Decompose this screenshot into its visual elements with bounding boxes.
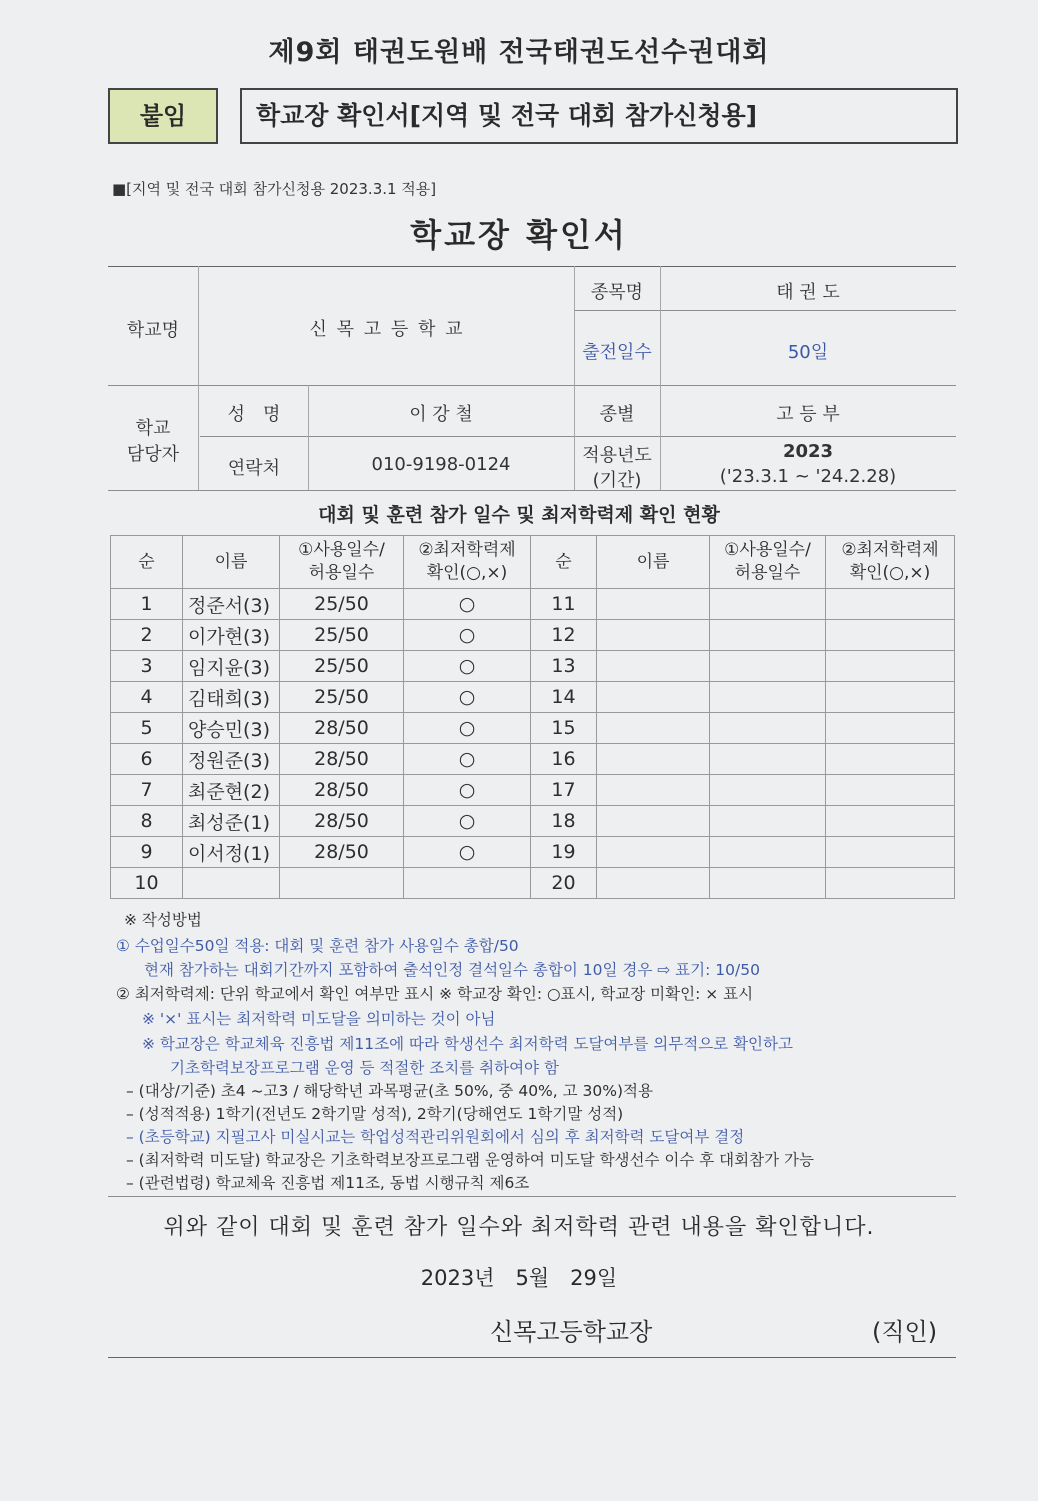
row-number: 6 xyxy=(111,744,183,775)
table-row xyxy=(531,868,955,899)
row-number: 15 xyxy=(531,713,597,744)
row-number: 14 xyxy=(531,682,597,713)
note-line: ① 수업일수50일 적용: 대회 및 훈련 참가 사용일수 총합/50 xyxy=(116,937,519,955)
confirm-date: 2023년 5월 29일 xyxy=(420,1266,618,1290)
sport-value: 태 권 도 xyxy=(776,282,840,303)
row-check: ○ xyxy=(404,620,531,651)
notes-heading: ※ 작성방법 xyxy=(124,911,202,929)
info-top-rule xyxy=(108,266,956,267)
row-check: ○ xyxy=(404,806,531,837)
row-check xyxy=(826,651,955,682)
division-value: 고 등 부 xyxy=(776,404,840,425)
row-name xyxy=(183,868,280,899)
year-label: 적용년도 xyxy=(582,445,652,466)
row-days: 28/50 xyxy=(280,744,404,775)
table-row xyxy=(111,589,531,620)
info-rule xyxy=(574,436,956,437)
row-name: 이서정(1) xyxy=(183,837,280,868)
row-days xyxy=(710,713,826,744)
note-line: – (성적적용) 1학기(전년도 2학기말 성적), 2학기(당해연도 1학기말 성적) xyxy=(126,1105,624,1123)
row-number: 2 xyxy=(111,620,183,651)
row-check xyxy=(404,868,531,899)
row-number: 19 xyxy=(531,837,597,868)
row-name xyxy=(597,837,710,868)
row-number: 5 xyxy=(111,713,183,744)
section-title: 대회 및 훈련 참가 일수 및 최저학력제 확인 현황 xyxy=(318,504,720,526)
row-check xyxy=(826,837,955,868)
row-name xyxy=(597,713,710,744)
days-label: 출전일수 xyxy=(582,342,652,363)
row-days: 25/50 xyxy=(280,620,404,651)
row-days xyxy=(710,744,826,775)
form-title: 학교장 확인서 xyxy=(410,216,628,254)
row-name xyxy=(597,682,710,713)
participant-table-right xyxy=(530,535,955,899)
header-days: ①사용일수/ 허용일수 xyxy=(280,536,404,589)
note-line: ※ 학교장은 학교체육 진흥법 제11조에 따라 학생선수 최저학력 도달여부를 의무적으로 확인하고 xyxy=(142,1035,793,1053)
note-line: 기초학력보장프로그램 운영 등 적절한 조치를 취하여야 함 xyxy=(170,1059,559,1077)
header-check: ②최저학력제 확인(○,×) xyxy=(404,536,531,589)
table-row xyxy=(531,775,955,806)
row-name: 양승민(3) xyxy=(183,713,280,744)
row-days xyxy=(710,589,826,620)
row-check xyxy=(826,775,955,806)
row-days xyxy=(710,775,826,806)
year-period: ('23.3.1 ~ '24.2.28) xyxy=(719,466,897,487)
row-days xyxy=(710,620,826,651)
footer-rule xyxy=(108,1196,956,1197)
table-row xyxy=(531,806,955,837)
row-number: 11 xyxy=(531,589,597,620)
table-row xyxy=(111,837,531,868)
note-line: – (대상/기준) 초4 ~고3 / 해당학년 과목평균(초 50%, 중 40%, 고 30%)적용 xyxy=(126,1082,653,1100)
school-value: 신 목 고 등 학 교 xyxy=(309,319,465,340)
row-check xyxy=(826,589,955,620)
row-days xyxy=(710,682,826,713)
info-rule xyxy=(108,490,956,491)
table-row xyxy=(111,682,531,713)
row-name: 이가현(3) xyxy=(183,620,280,651)
row-days: 28/50 xyxy=(280,775,404,806)
table-row xyxy=(111,806,531,837)
school-label: 학교명 xyxy=(126,320,180,341)
note-line: – (최저학력 미도달) 학교장은 기초학력보장프로그램 운영하여 미도달 학생선수 이수 후 대회참가 가능 xyxy=(126,1151,814,1169)
header-no: 순 xyxy=(531,536,597,589)
note-line: ② 최저학력제: 단위 학교에서 확인 여부만 표시 ※ 학교장 확인: ○표시, 학교장 미확인: × 표시 xyxy=(116,985,754,1003)
row-number: 9 xyxy=(111,837,183,868)
table-header-row xyxy=(531,536,955,589)
row-check xyxy=(826,744,955,775)
header-name: 이름 xyxy=(597,536,710,589)
row-check xyxy=(826,868,955,899)
table-row xyxy=(111,651,531,682)
row-name: 정준서(3) xyxy=(183,589,280,620)
row-check: ○ xyxy=(404,744,531,775)
sport-label: 종목명 xyxy=(590,282,644,303)
table-row xyxy=(531,837,955,868)
row-days: 28/50 xyxy=(280,713,404,744)
table-row xyxy=(531,589,955,620)
bottom-rule xyxy=(108,1357,956,1358)
info-divider xyxy=(198,266,199,490)
row-check: ○ xyxy=(404,682,531,713)
row-check: ○ xyxy=(404,651,531,682)
header-days: ①사용일수/ 허용일수 xyxy=(710,536,826,589)
note-line: – (초등학교) 지필고사 미실시교는 학업성적관리위원회에서 심의 후 최저학력 도달여부 결정 xyxy=(126,1128,745,1146)
table-row xyxy=(111,744,531,775)
row-check: ○ xyxy=(404,713,531,744)
note-line: ※ '×' 표시는 최저학력 미도달을 의미하는 것이 아님 xyxy=(142,1010,496,1028)
row-check: ○ xyxy=(404,589,531,620)
row-name: 최준현(2) xyxy=(183,775,280,806)
note-line: – (관련법령) 학교체육 진흥법 제11조, 동법 시행규칙 제6조 xyxy=(126,1174,530,1192)
table-row xyxy=(111,713,531,744)
row-number: 10 xyxy=(111,868,183,899)
row-number: 20 xyxy=(531,868,597,899)
row-name xyxy=(597,620,710,651)
row-name xyxy=(597,589,710,620)
row-name: 임지윤(3) xyxy=(183,651,280,682)
seal-mark: (직인) xyxy=(872,1318,938,1346)
apply-note: ■[지역 및 전국 대회 참가신청용 2023.3.1 적용] xyxy=(112,180,437,198)
row-days xyxy=(710,806,826,837)
row-check xyxy=(826,713,955,744)
row-number: 12 xyxy=(531,620,597,651)
row-number: 16 xyxy=(531,744,597,775)
info-rule xyxy=(574,310,956,311)
attachment-subject: 학교장 확인서[지역 및 전국 대회 참가신청용] xyxy=(240,88,958,144)
table-row xyxy=(531,682,955,713)
row-number: 3 xyxy=(111,651,183,682)
contact-group-label: 학교 xyxy=(135,418,171,439)
row-number: 13 xyxy=(531,651,597,682)
days-value: 50일 xyxy=(787,342,829,363)
row-days xyxy=(710,837,826,868)
phone-value: 010-9198-0124 xyxy=(371,454,511,475)
table-row xyxy=(531,651,955,682)
participant-table-left xyxy=(110,535,531,899)
row-number: 8 xyxy=(111,806,183,837)
year-label-period: (기간) xyxy=(592,470,642,491)
row-days: 25/50 xyxy=(280,589,404,620)
name-value: 이 강 철 xyxy=(409,404,473,425)
row-name: 최성준(1) xyxy=(183,806,280,837)
header-no: 순 xyxy=(111,536,183,589)
row-number: 17 xyxy=(531,775,597,806)
table-row xyxy=(111,775,531,806)
row-check xyxy=(826,806,955,837)
row-days: 28/50 xyxy=(280,806,404,837)
division-label: 종별 xyxy=(599,404,635,425)
attachment-tag: 붙임 xyxy=(108,88,218,144)
phone-label: 연락처 xyxy=(227,458,281,479)
table-row xyxy=(111,620,531,651)
row-days: 25/50 xyxy=(280,651,404,682)
contact-group-label: 담당자 xyxy=(126,444,180,465)
table-row xyxy=(531,713,955,744)
info-rule xyxy=(108,385,956,386)
table-header-row xyxy=(111,536,531,589)
row-days xyxy=(710,868,826,899)
header-check: ②최저학력제 확인(○,×) xyxy=(826,536,955,589)
row-number: 7 xyxy=(111,775,183,806)
row-check xyxy=(826,682,955,713)
row-check: ○ xyxy=(404,837,531,868)
row-name xyxy=(597,868,710,899)
header-name: 이름 xyxy=(183,536,280,589)
info-rule xyxy=(200,436,574,437)
row-number: 4 xyxy=(111,682,183,713)
year-value: 2023 xyxy=(782,441,834,462)
row-check: ○ xyxy=(404,775,531,806)
row-days xyxy=(280,868,404,899)
row-name: 정원준(3) xyxy=(183,744,280,775)
signer: 신목고등학교장 xyxy=(490,1318,653,1346)
table-row xyxy=(531,744,955,775)
name-label: 성 명 xyxy=(227,404,281,425)
row-number: 1 xyxy=(111,589,183,620)
row-days: 28/50 xyxy=(280,837,404,868)
table-row xyxy=(531,620,955,651)
confirm-text: 위와 같이 대회 및 훈련 참가 일수와 최저학력 관련 내용을 확인합니다. xyxy=(163,1215,875,1240)
row-name xyxy=(597,806,710,837)
table-row xyxy=(111,868,531,899)
row-check xyxy=(826,620,955,651)
row-name: 김태희(3) xyxy=(183,682,280,713)
row-name xyxy=(597,744,710,775)
row-days xyxy=(710,651,826,682)
event-title: 제9회 태권도원배 전국태권도선수권대회 xyxy=(268,37,770,68)
row-number: 18 xyxy=(531,806,597,837)
row-days: 25/50 xyxy=(280,682,404,713)
row-name xyxy=(597,651,710,682)
row-name xyxy=(597,775,710,806)
note-line: 현재 참가하는 대회기간까지 포함하여 출석인정 결석일수 총합이 10일 경우 ⇨ 표기: 10/50 xyxy=(144,961,760,979)
